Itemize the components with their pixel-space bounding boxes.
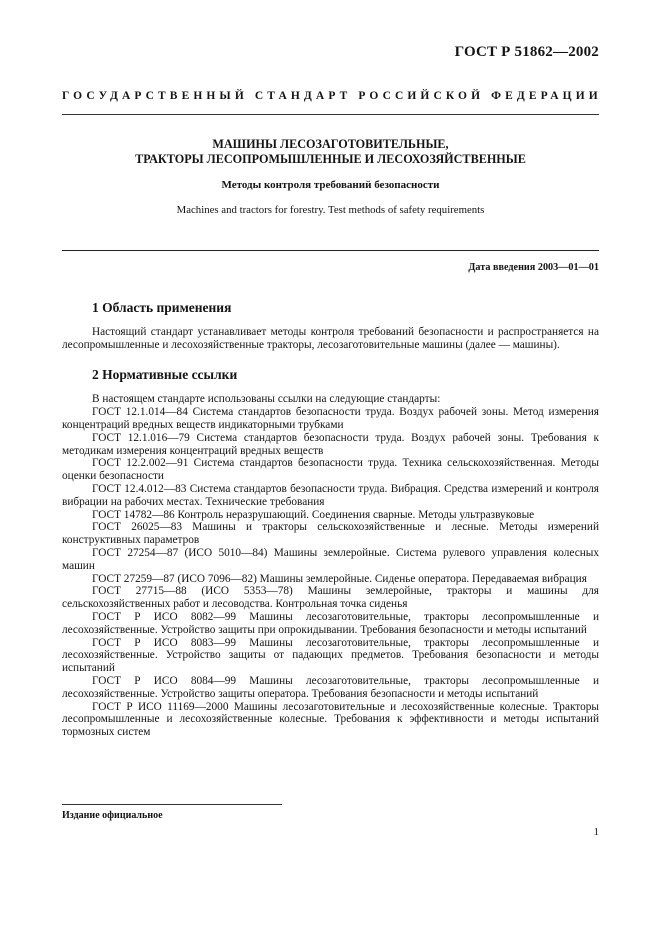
english-title: Machines and tractors for forestry. Test methods of safety requirements: [176, 204, 485, 216]
section-heading: 1 Область применения: [92, 300, 232, 315]
section-scope: [62, 300, 599, 352]
reference-item: ГОСТ Р ИСО 8084—99 Машины лесозаготовительные, тракторы лесопромышленные и лесохозяйственные. Устройство защиты оператора. Требования безопасности и методы испытаний: [62, 674, 599, 700]
subtitle: Методы контроля требований безопасности: [221, 179, 440, 191]
footer-divider: [62, 804, 282, 805]
reference-item: ГОСТ 12.4.012—83 Система стандартов безопасности труда. Вибрация. Средства измерений и контроля вибрации на рабочих местах. Технические требования: [62, 482, 599, 508]
paragraph: В настоящем стандарте использованы ссылки на следующие стандарты:: [92, 393, 441, 406]
title-block: [62, 137, 599, 216]
reference-item: ГОСТ 12.2.002—91 Система стандартов безопасности труда. Техника сельскохозяйственная. Методы оценки безопасности: [62, 457, 599, 483]
document-body: [62, 300, 599, 754]
reference-item: ГОСТ 27715—88 (ИСО 5353—78) Машины землеройные, тракторы и машины для сельскохозяйственных работ и лесоводства. Контрольная точка сиденья: [62, 585, 599, 611]
title-line-1: МАШИНЫ ЛЕСОЗАГОТОВИТЕЛЬНЫЕ,: [212, 137, 449, 151]
introduction-date: Дата введения 2003—01—01: [468, 262, 599, 273]
reference-item: ГОСТ Р ИСО 8083—99 Машины лесозаготовительные, тракторы лесопромышленные и лесохозяйственные. Устройство защиты от падающих предметов. Требования безопасности и методы испытаний: [62, 636, 599, 675]
title-divider: [62, 250, 599, 251]
paragraph: Настоящий стандарт устанавливает методы контроля требований безопасности и распространяется на лесопромышленные и лесохозяйственные тракторы, лесозаготовительные машины (далее — машины).: [62, 326, 599, 352]
reference-item: ГОСТ 27259—87 (ИСО 7096—82) Машины землеройные. Сиденье оператора. Передаваемая вибрация: [92, 572, 587, 585]
reference-item: ГОСТ 26025—83 Машины и тракторы сельскохозяйственные и лесные. Методы измерений конструктивных параметров: [62, 521, 599, 547]
reference-item: ГОСТ 12.1.016—79 Система стандартов безопасности труда. Воздух рабочей зоны. Требования к методикам измерения концентраций вредных веществ: [62, 431, 599, 457]
reference-item: ГОСТ 12.1.014—84 Система стандартов безопасности труда. Воздух рабочей зоны. Метод измерения концентраций вредных веществ индикаторными трубками: [62, 406, 599, 431]
document-code: ГОСТ Р 51862—2002: [454, 44, 599, 60]
reference-item: ГОСТ 27254—87 (ИСО 5010—84) Машины землеройные. Система рулевого управления колесных машин: [62, 546, 599, 572]
reference-item: ГОСТ 14782—86 Контроль неразрушающий. Соединения сварные. Методы ультразвуковые: [92, 508, 535, 521]
reference-item: ГОСТ Р ИСО 11169—2000 Машины лесозаготовительные и лесохозяйственные колесные. Тракторы лесопромышленные и лесохозяйственные колесные. Требования к эффективности и методы испытаний тормозных систем: [62, 700, 599, 739]
state-standard-header: ГОСУДАРСТВЕННЫЙ СТАНДАРТ РОССИЙСКОЙ ФЕДЕРАЦИИ: [62, 90, 602, 102]
header-divider: [62, 114, 599, 115]
edition-note: Издание официальное: [62, 810, 163, 821]
section-heading: 2 Нормативные ссылки: [92, 367, 238, 383]
reference-item: ГОСТ Р ИСО 8082—99 Машины лесозаготовительные, тракторы лесопромышленные и лесохозяйственные. Устройство защиты при опрокидывании. Требования безопасности и методы испытаний: [62, 610, 599, 636]
section-normative-references: [62, 367, 599, 739]
page-number: 1: [593, 826, 599, 838]
title-line-2: ТРАКТОРЫ ЛЕСОПРОМЫШЛЕННЫЕ И ЛЕСОХОЗЯЙСТВЕННЫЕ: [135, 152, 526, 166]
